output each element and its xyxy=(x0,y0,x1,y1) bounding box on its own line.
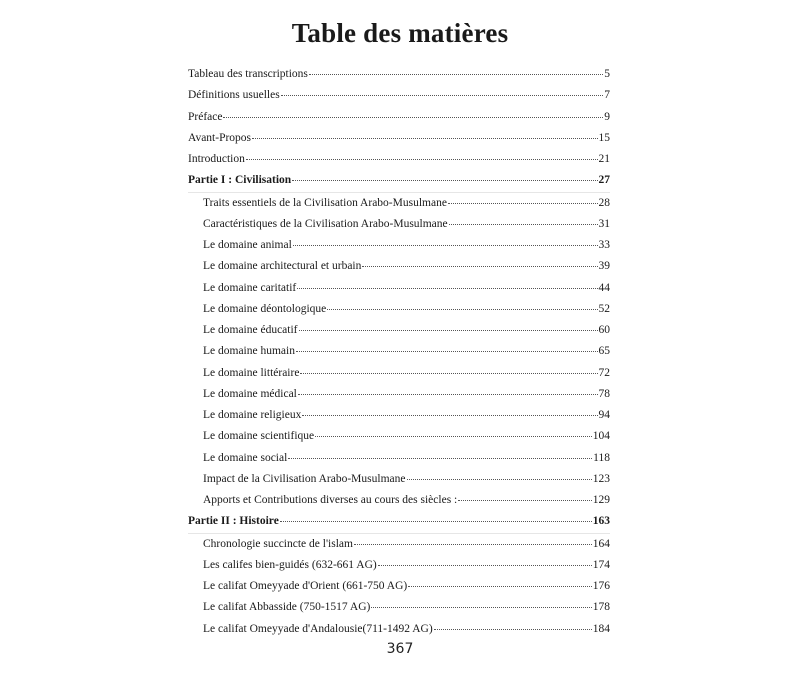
toc-entry-label: Tableau des transcriptions xyxy=(188,68,308,80)
toc-entry xyxy=(188,128,610,149)
toc-entry xyxy=(188,619,610,640)
toc-entry xyxy=(188,299,610,320)
toc-entry-page: 27 xyxy=(598,174,610,187)
toc-entry-label: Avant-Propos xyxy=(188,131,252,144)
dot-leader xyxy=(288,446,592,459)
toc-entry-label: Le domaine éducatif xyxy=(203,324,298,336)
toc-entry-label: Apports et Contributions diverses au cours des siècles : xyxy=(203,494,458,506)
dot-leader xyxy=(458,488,592,501)
toc-entry xyxy=(188,426,610,447)
toc-entry-page: 15 xyxy=(598,131,610,144)
toc-entry-page: 184 xyxy=(592,622,610,635)
toc-entry-label: Le califat Abbasside (750-1517 AG) xyxy=(203,601,371,614)
toc-entry xyxy=(188,278,610,299)
dot-leader xyxy=(362,254,597,267)
toc-entry-page: 21 xyxy=(598,153,610,165)
toc-entry-label: Le domaine religieux xyxy=(203,409,302,421)
toc-entry-page: 65 xyxy=(598,345,610,358)
table-of-contents xyxy=(188,64,610,640)
toc-entry-label: Le domaine littéraire xyxy=(203,366,300,379)
dot-leader xyxy=(299,318,598,331)
toc-entry-page: 72 xyxy=(598,366,610,379)
toc-entry-page: 178 xyxy=(592,601,610,614)
toc-entry-label: Le domaine caritatif xyxy=(203,281,297,294)
toc-entry-label: Le domaine déontologique xyxy=(203,302,327,315)
toc-entry-page: 33 xyxy=(598,239,610,251)
toc-entry-page: 60 xyxy=(598,324,610,336)
toc-entry xyxy=(188,363,610,384)
toc-entry-page: 7 xyxy=(604,89,610,102)
dot-leader xyxy=(354,532,592,545)
toc-entry xyxy=(188,405,610,426)
dot-leader xyxy=(378,553,592,566)
toc-entry xyxy=(188,534,610,555)
toc-entry-page: 129 xyxy=(592,494,610,506)
toc-entry-label: Le califat Omeyyade d'Andalousie(711-1492 AG) xyxy=(203,622,433,635)
toc-entry-page: 163 xyxy=(592,515,610,528)
toc-entry-label: Les califes bien-guidés (632-661 AG) xyxy=(203,558,377,571)
page-title: Table des matières xyxy=(291,18,509,48)
toc-entry xyxy=(188,256,610,277)
toc-entry xyxy=(188,85,610,106)
dot-leader xyxy=(296,339,598,352)
toc-entry-page: 118 xyxy=(593,451,610,464)
toc-entry xyxy=(188,341,610,362)
toc-entry-label: Le domaine scientifique xyxy=(203,430,315,443)
toc-entry xyxy=(188,214,610,235)
toc-entry-page: 9 xyxy=(604,110,610,123)
dot-leader xyxy=(315,424,592,437)
dot-leader xyxy=(371,595,591,608)
toc-entry xyxy=(188,320,610,341)
dot-leader xyxy=(408,574,592,587)
toc-entry-label: Traits essentiels de la Civilisation Arabo-Musulmane xyxy=(203,196,447,209)
toc-entry-page: 52 xyxy=(598,302,610,315)
toc-entry xyxy=(188,149,610,170)
toc-entry xyxy=(188,555,610,576)
toc-part-heading xyxy=(188,511,610,533)
toc-entry-page: 174 xyxy=(592,558,610,571)
toc-entry xyxy=(188,597,610,618)
dot-leader xyxy=(292,168,597,181)
toc-entry-page: 164 xyxy=(592,537,610,550)
toc-entry-page: 31 xyxy=(598,217,610,230)
toc-entry xyxy=(188,107,610,128)
dot-leader xyxy=(327,297,597,310)
dot-leader xyxy=(297,276,597,289)
toc-entry xyxy=(188,64,610,85)
dot-leader xyxy=(434,617,592,630)
toc-entry-page: 28 xyxy=(598,196,610,209)
toc-entry-label: Introduction xyxy=(188,153,245,165)
toc-entry-page: 78 xyxy=(598,387,610,400)
toc-entry-label: Caractéristiques de la Civilisation Arabo-Musulmane xyxy=(203,217,448,230)
toc-entry xyxy=(188,469,610,490)
toc-entry-label: Le domaine humain xyxy=(203,345,295,358)
dot-leader xyxy=(298,382,598,395)
toc-entry-label: Préface xyxy=(188,110,223,123)
toc-entry-page: 5 xyxy=(604,68,610,80)
toc-entry-page: 39 xyxy=(598,260,610,273)
dot-leader xyxy=(309,62,603,75)
dot-leader xyxy=(281,83,604,96)
toc-entry xyxy=(188,235,610,256)
dot-leader xyxy=(448,191,598,204)
dot-leader xyxy=(280,509,592,522)
dot-leader xyxy=(223,105,603,118)
toc-entry-page: 94 xyxy=(598,409,610,421)
toc-entry-label: Partie II : Histoire xyxy=(188,515,279,528)
toc-entry-label: Le califat Omeyyade d'Orient (661-750 AG) xyxy=(203,580,408,592)
page-number: 367 xyxy=(386,641,414,657)
dot-leader xyxy=(449,212,598,225)
toc-entry-label: Le domaine médical xyxy=(203,387,297,400)
dot-leader xyxy=(302,403,597,416)
dot-leader xyxy=(293,233,598,246)
toc-entry-page: 44 xyxy=(598,281,610,294)
dot-leader xyxy=(300,361,597,374)
toc-entry-label: Le domaine architectural et urbain xyxy=(203,260,362,273)
toc-entry-page: 104 xyxy=(592,430,610,443)
dot-leader xyxy=(407,467,592,480)
dot-leader xyxy=(246,147,598,160)
toc-entry-label: Chronologie succincte de l'islam xyxy=(203,537,353,550)
toc-entry xyxy=(188,576,610,597)
toc-entry xyxy=(188,448,610,469)
dot-leader xyxy=(252,126,597,139)
toc-entry-page: 176 xyxy=(592,580,610,592)
toc-part-heading xyxy=(188,170,610,192)
toc-entry-label: Impact de la Civilisation Arabo-Musulmane xyxy=(203,472,406,485)
toc-entry xyxy=(188,490,610,511)
toc-entry-label: Définitions usuelles xyxy=(188,89,280,102)
toc-entry xyxy=(188,193,610,214)
toc-entry-label: Le domaine social xyxy=(203,451,288,464)
toc-entry-label: Partie I : Civilisation xyxy=(188,174,292,187)
toc-entry xyxy=(188,384,610,405)
toc-entry-label: Le domaine animal xyxy=(203,239,292,251)
toc-entry-page: 123 xyxy=(592,472,610,485)
